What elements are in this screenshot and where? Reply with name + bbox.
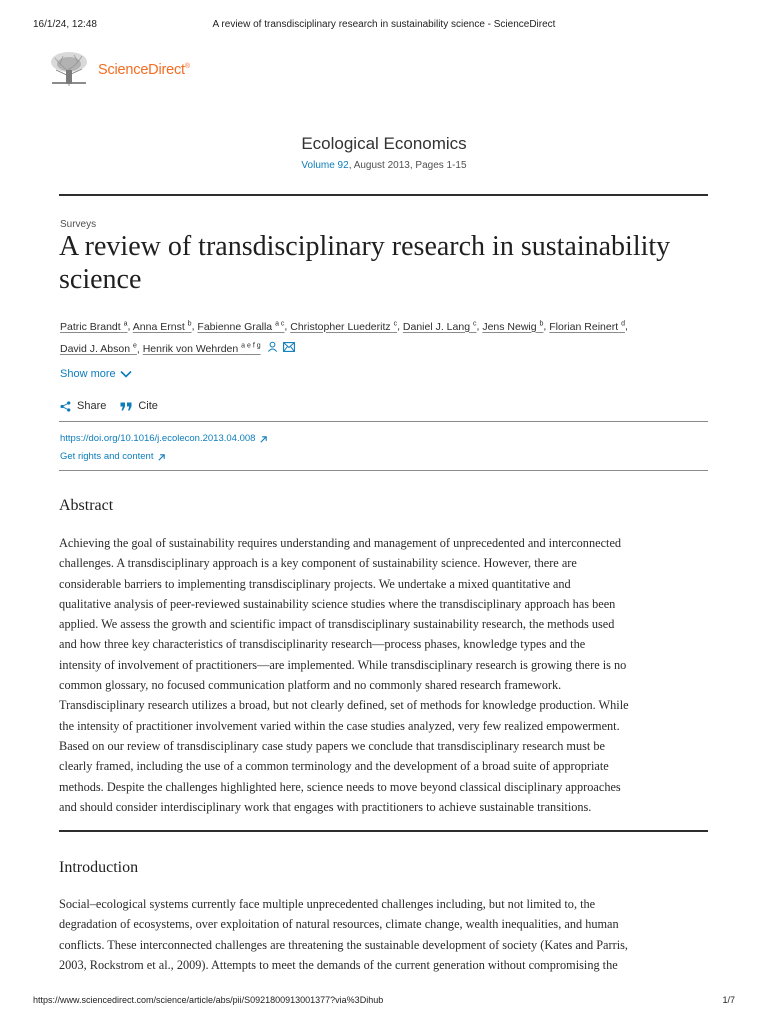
abstract-text (59, 533, 709, 817)
print-page-title: A review of transdisciplinary research in sustainability science - ScienceDirect (212, 19, 556, 30)
author-link[interactable]: Henrik von Wehrden $^{a e f g}$ (142, 342, 261, 355)
issue-info (0, 160, 768, 171)
author-link[interactable]: Christopher Luederitz $^c$ (290, 320, 398, 333)
abstract-line: challenges. A transdisciplinary approach is a key component of sustainability science. However, there are (59, 556, 577, 571)
doi-link[interactable] (60, 430, 268, 448)
abstract-line: methods. Despite the challenges highlighted here, science needs to move beyond classical disciplinary approaches (59, 779, 621, 794)
article-actions (60, 400, 158, 412)
author-link[interactable]: Jens Newig $^b$ (482, 320, 544, 333)
author-link[interactable]: Patric Brandt $^a$ (60, 320, 128, 333)
print-footer (0, 995, 768, 1015)
rights-link[interactable] (60, 448, 268, 466)
print-datetime: 16/1/24, 12:48 (33, 19, 97, 30)
abstract-line: Based on our review of transdisciplinary case study papers we conclude that transdisciplinary research must be (59, 738, 606, 753)
author-link[interactable]: Daniel J. Lang $^c$ (402, 320, 477, 333)
rights-text: Get rights and content (60, 451, 154, 462)
sciencedirect-logo[interactable] (46, 50, 246, 88)
share-icon (60, 401, 71, 412)
person-icon[interactable] (267, 339, 278, 359)
cite-button[interactable] (120, 400, 158, 412)
author-link[interactable]: David J. Abson $^e$ (60, 342, 137, 355)
divider (59, 421, 708, 422)
article-links (60, 430, 268, 466)
abstract-line: intensity of involvement of practitioners—are implemented. While transdisciplinary research is growing there is no (59, 657, 627, 672)
email-icon[interactable] (283, 339, 295, 359)
author-link[interactable]: Anna Ernst $^b$ (132, 320, 192, 333)
journal-title[interactable]: Ecological Economics (301, 134, 467, 153)
external-link-icon (157, 453, 166, 462)
article-type: Surveys (60, 219, 97, 230)
show-more-label: Show more (60, 368, 116, 380)
share-label: Share (77, 400, 107, 412)
abstract-line: clearly framed, including the use of a common terminology and the development of a broad suite of appropriate (59, 759, 609, 774)
abstract-line: Transdisciplinary research utilizes a broad, but not clearly defined, set of methods for knowledge production. While (59, 698, 629, 713)
introduction-heading: Introduction (59, 859, 139, 876)
divider (59, 830, 708, 832)
print-header (0, 0, 768, 40)
introduction-line: degradation of ecosystems, over exploitation of natural resources, climate change, wealth inequalities, and human (59, 917, 619, 932)
external-link-icon (259, 435, 268, 444)
abstract-line: qualitative analysis of peer-reviewed sustainability science studies where the transdisciplinary approach has been (59, 596, 616, 611)
author-link[interactable]: Fabienne Gralla $^{a c}$ (197, 320, 285, 333)
abstract-line: considerable barriers to implementing transdisciplinary projects. We undertake a mixed quantitative and (59, 576, 571, 591)
article-title: A review of transdisciplinary research in sustainability science (59, 231, 671, 295)
elsevier-tree-icon (46, 50, 92, 88)
print-url: https://www.sciencedirect.com/science/article/abs/pii/S0921800913001377?via%3Dihub (33, 995, 384, 1005)
author-list: Patric Brandt $^a$, Anna Ernst $^b$, Fabienne Gralla $^{a c}$, Christopher Luederitz $^c$, Daniel J. Lang $^c$, Jens Newig $^b$, Florian Reinert $^d$, David J. Abson $^e$, Henrik von Wehrden $^{a e f g}$ (60, 314, 710, 359)
introduction-text (59, 894, 709, 975)
doi-text: https://doi.org/10.1016/j.ecolecon.2013.04.008 (60, 433, 256, 444)
abstract-line: and should consider interdisciplinary work that engages with practitioners to achieve sustainable transitions. (59, 799, 592, 814)
author-link[interactable]: Florian Reinert $^d$ (549, 320, 625, 333)
page-number: 1/7 (722, 995, 735, 1005)
abstract-line: Achieving the goal of sustainability requires understanding and management of unprecedented and interconnected (59, 536, 622, 550)
share-button[interactable] (60, 400, 106, 412)
introduction-line: Social–ecological systems currently face multiple unprecedented challenges including, but not limited to, the (59, 897, 596, 911)
cite-label: Cite (138, 400, 158, 412)
divider (59, 470, 708, 471)
abstract-line: common glossary, no focused communication platform and no commonly shared research framework. (59, 678, 562, 693)
introduction-line: conflicts. These interconnected challenges are threatening the sustainable development of society (Kates and Parris, (59, 937, 628, 952)
show-more-button[interactable] (60, 368, 132, 380)
abstract-line: and how three key characteristics of transdisciplinarity research—process phases, knowledge types and the (59, 637, 586, 652)
logo-wordmark: ScienceDirect® (98, 62, 190, 78)
introduction-line: 2003, Rockstrom et al., 2009). Attempts to meet the demands of the current generation without compromising the (59, 957, 618, 972)
issue-details: , August 2013, Pages 1-15 (348, 160, 467, 171)
chevron-down-icon (120, 370, 132, 378)
abstract-line: the intensity of practitioner involvement varied within the case studies analyzed, very few realized empowerment. (59, 718, 620, 733)
quote-icon (120, 402, 132, 411)
abstract-heading: Abstract (59, 497, 114, 514)
volume-link[interactable]: Volume 92 (301, 160, 349, 171)
abstract-line: applied. We assess the growth and scientific impact of transdisciplinary sustainability research, the methods used (59, 617, 615, 632)
divider (59, 194, 708, 196)
